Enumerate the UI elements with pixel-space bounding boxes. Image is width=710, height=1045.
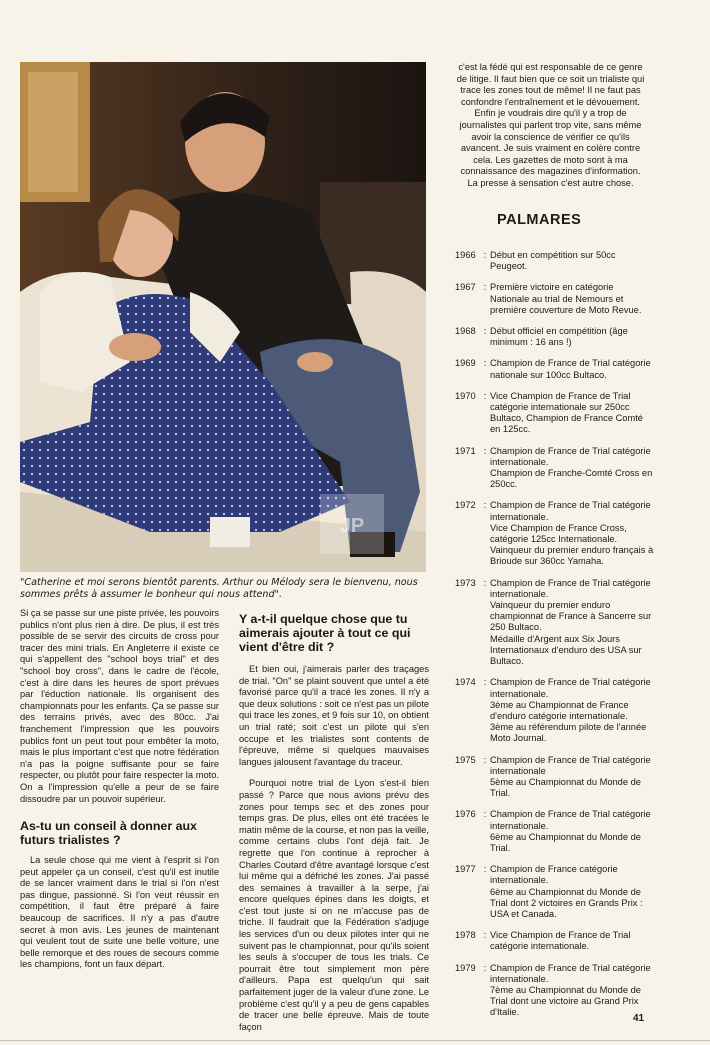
palmares-entry bbox=[455, 326, 655, 348]
palmares-separator: : bbox=[483, 962, 487, 973]
palmares-text: Champion de France de Trial catégorie internationale 5ème au Championnat du Monde de Trial. bbox=[490, 754, 651, 799]
palmares-separator: : bbox=[483, 282, 487, 293]
palmares-separator: : bbox=[483, 358, 487, 369]
palmares-text: Champion de France de Trial catégorie internationale. Champion de Franche-Comté Cross en 250cc. bbox=[490, 445, 653, 490]
palmares-separator: : bbox=[483, 445, 487, 456]
palmares-text: Début officiel en compétition (âge minimum : 16 ans !) bbox=[490, 326, 628, 348]
photo-caption: "Catherine et moi serons bientôt parents. Arthur ou Mélody sera le bienvenu, nous sommes prêts à assumer le bonheur qui nous attend". bbox=[20, 577, 418, 600]
palmares-year: 1970 bbox=[455, 390, 476, 401]
paragraph: La seule chose qui me vient à l'esprit si l'on peut appeler ça un conseil, c'est qu'il est inutile de se lancer vraiment dans le trial si l'on n'est pas dingue, passionné. Si l'on veut réussir en compétition, il faut être préparé à faire beaucoup de sacrifices. Il n'y a pas d'autre secret à mon avis. Les jeunes de maintenant qui veulent tout de suite une belle voiture, une belle remorque et des roues de secours comme les champions, font un faux départ. bbox=[20, 855, 219, 970]
palmares-year: 1977 bbox=[455, 864, 476, 875]
palmares-entry bbox=[455, 963, 655, 1019]
paragraph: c'est la fédé qui est responsable de ce genre de litige. Il faut bien que ce soit un trialiste qui trace les zones tout de même! Il ne faut pas confondre l'entraînement et le dévouement. Enfin je voudrais dire qu'il y a trop de journalistes qui parlent trop vite, sans même avoir la conscience de vérifier ce qu'ils avancent. Je suis vraiment en colère contre cela. Les gazettes de moto sont à ma connaissance des magazines d'information. La presse à sensation c'est autre chose. bbox=[456, 62, 645, 188]
palmares-separator: : bbox=[483, 500, 487, 511]
palmares-year: 1979 bbox=[455, 962, 476, 973]
palmares-text: Première victoire en catégorie Nationale au trial de Nemours et première couverture de Moto Revue. bbox=[490, 282, 642, 315]
palmares-year: 1971 bbox=[455, 445, 476, 456]
palmares-entry bbox=[455, 864, 655, 920]
palmares-year: 1968 bbox=[455, 326, 476, 337]
column-2 bbox=[239, 612, 429, 1043]
palmares-text: Champion de France de Trial catégorie internationale. Vainqueur du premier enduro championnat de France à Sancerre sur 250 Bultaco. Médaille d'Argent aux Six Jours Internationaux d'enduro des USA sur Bultaco. bbox=[490, 577, 652, 667]
palmares-year: 1969 bbox=[455, 358, 476, 369]
palmares-entry bbox=[455, 930, 655, 952]
paragraph: Et bien oui, j'aimerais parler des traçages de trial. "On" se plaint souvent que untel a été favorisé parce qu'il a tracé les zones. Il n'y a que deux solutions : soit ce n'est pas un pilote qui trace les zones, et 9 fois sur 10, on obtient un trial raté; soit c'est un pilote qui s'en occupe et les trialistes sont contents de l'épreuve, même si quelques mauvaises langues jalousent l'avantage du traceur. bbox=[239, 664, 429, 767]
palmares-text: Champion de France de Trial catégorie nationale sur 100cc Bultaco. bbox=[490, 358, 651, 380]
palmares-entry bbox=[455, 677, 655, 744]
question-heading: As-tu un conseil à donner aux futurs trialistes ? bbox=[20, 819, 197, 848]
palmares-year: 1976 bbox=[455, 809, 476, 820]
palmares-entry bbox=[455, 578, 655, 668]
palmares-separator: : bbox=[483, 577, 487, 588]
palmares-entry bbox=[455, 755, 655, 800]
palmares-year: 1975 bbox=[455, 754, 476, 765]
photo-illustration bbox=[20, 62, 426, 572]
palmares-text: Champion de France de Trial catégorie internationale. 7ème au Championnat du Monde de Trial dont une victoire au Grand Prix d'Italie. bbox=[490, 962, 651, 1018]
palmares-list bbox=[455, 250, 655, 1029]
palmares-entry bbox=[455, 500, 655, 567]
palmares-title: PALMARES bbox=[497, 212, 582, 228]
palmares-text: Champion de France de Trial catégorie internationale. Vice Champion de France Cross, catégorie 125cc Internationale. Vainqueur du premier enduro français à Brioude sur 360cc Yamaha. bbox=[490, 500, 654, 567]
palmares-year: 1974 bbox=[455, 677, 476, 688]
palmares-entry bbox=[455, 250, 655, 272]
palmares-separator: : bbox=[483, 250, 487, 260]
palmares-entry bbox=[455, 809, 655, 854]
palmares-text: Champion de France de Trial catégorie internationale. 6ème au Championnat du Monde de Trial. bbox=[490, 809, 651, 853]
palmares-text: Vice Champion de France de Trial catégorie internationale. bbox=[490, 930, 631, 952]
palmares-separator: : bbox=[483, 326, 487, 337]
palmares-year: 1967 bbox=[455, 282, 476, 293]
palmares-year: 1972 bbox=[455, 500, 476, 511]
palmares-entry bbox=[455, 282, 655, 316]
bottom-divider bbox=[0, 1040, 710, 1041]
palmares-text: Champion de France de Trial catégorie internationale. 3ème au Championnat de France d'enduro catégorie internationale. 3ème au référendum pilote de l'année Moto Journal. bbox=[490, 677, 651, 744]
palmares-text: Champion de France catégorie internationale. 6ème au Championnat du Monde de Trial dont 2 victoires en Grands Prix : USA et Canada. bbox=[490, 864, 643, 919]
palmares-year: 1978 bbox=[455, 930, 476, 941]
column-3 bbox=[455, 62, 646, 200]
palmares-entry bbox=[455, 358, 655, 380]
paragraph: Si ça se passe sur une piste privée, les pouvoirs publics n'ont plus rien à dire. De plus, il est très possible de se servir des circuits de cross pour tracer des mini trials. En Angleterre il existe ce qui s'appellent des "school boys trial" et des "school boy cross", dans le cadre de l'école, c'est à dire dans les heures de sport prévues par l'éduction nationale. Ils organisent des championnats pour les enfants. Ça se passe sur des terrains privés, avec des 80cc. J'ai franchement l'impression que les pouvoirs publics font un peut tout pour embêter la moto, mais le plus important c'est que notre fédération n'a pas la poigne suffisante pour se faire respecter, ou plutôt pour faire respecter la moto. On a l'impression qu'elle a peur de se faire dissoudre par un pouvoir supérieur. bbox=[20, 608, 219, 804]
photo-watermark: JP bbox=[339, 515, 365, 537]
question-heading: Y a-t-il quelque chose que tu aimerais ajouter à tout ce qui vient d'être dit ? bbox=[239, 612, 411, 654]
palmares-text: Vice Champion de France de Trial catégorie internationale sur 250cc Bultaco, Champion de France Comté en 125cc. bbox=[490, 390, 643, 435]
palmares-entry bbox=[455, 446, 655, 491]
column-1 bbox=[20, 608, 219, 981]
palmares-year: 1966 bbox=[455, 250, 476, 260]
palmares-entry bbox=[455, 391, 655, 436]
page-number: 41 bbox=[633, 1013, 645, 1024]
palmares-separator: : bbox=[483, 677, 487, 688]
palmares-separator: : bbox=[483, 809, 487, 820]
palmares-separator: : bbox=[483, 754, 487, 765]
paragraph: Pourquoi notre trial de Lyon s'est-il bien passé ? Parce que nous avions prévu des zones pour temps sec et des zones pour temps gras. De plus, elles ont été tracées le matin même de la course, et non pas la veille, comme certains clubs l'ont déjà fait. Je regrette que l'on continue à reprocher à Charles Coutard d'être avantagé lorsque c'est lui même qui a défriché les zones. J'ai passé des semaines à travailler à la serpe, j'ai encore quelques épines dans les doigts, et c'est tout juste si on ne m'accuse pas de triche. Il faudrait que la Fédération s'adjuge les services d'un ou deux pilotes inter qui ne suivent pas le championnat, pour qu'ils soient les seuls à s'occuper de tous les trials. Ce pourrait être tout simplement mon père d'ailleurs. Papa est quelqu'un qui sait parfaitement juger de la valeur d'une zone. Le problème c'est qu'il y a peu de gens capables de tracer une belle épreuve. Mais de toute façon bbox=[239, 778, 429, 1032]
palmares-separator: : bbox=[483, 930, 487, 941]
palmares-text: Début en compétition sur 50cc Peugeot. bbox=[490, 250, 616, 272]
palmares-year: 1973 bbox=[455, 577, 476, 588]
couple-photo bbox=[20, 62, 426, 572]
palmares-separator: : bbox=[483, 390, 487, 401]
palmares-separator: : bbox=[483, 864, 487, 875]
